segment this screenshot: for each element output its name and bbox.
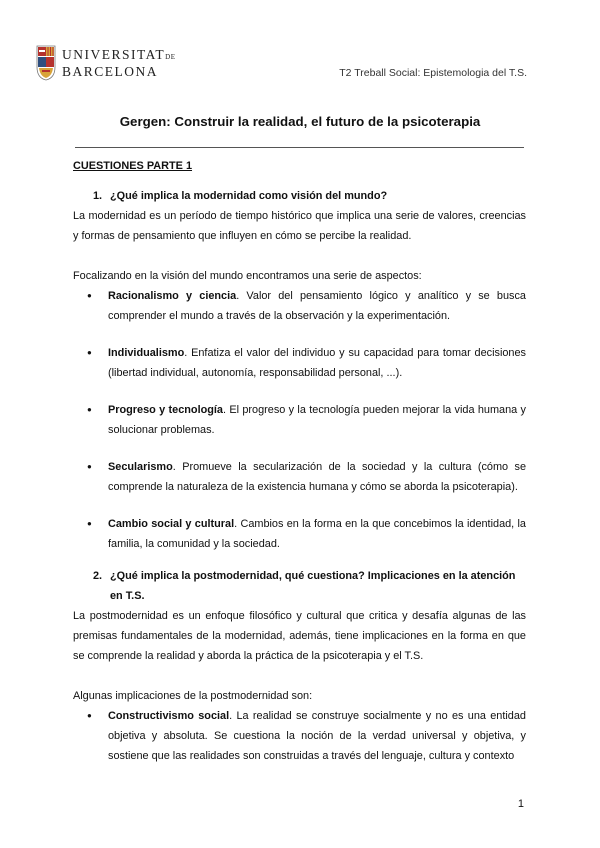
document-title: Gergen: Construir la realidad, el futuro de la psicoterapia bbox=[119, 114, 481, 129]
q1-lead-paragraph: Focalizando en la visión del mundo encontramos una serie de aspectos: bbox=[73, 270, 422, 282]
list-item: ● Individualismo. Enfatiza el valor del individuo y su capacidad para tomar decisiones (libertad individual, autonomía, responsabilidad personal, ...). bbox=[73, 343, 526, 383]
university-name-line2: BARCELONA bbox=[62, 63, 159, 79]
page-number: 1 bbox=[517, 798, 524, 810]
list-item: ● Cambio social y cultural. Cambios en la forma en la que concebimos la identidad, la familia, la comunidad y la sociedad. bbox=[73, 514, 526, 554]
question-1 bbox=[93, 186, 526, 206]
question-1-text: ¿Qué implica la modernidad como visión del mundo? bbox=[110, 190, 388, 202]
university-name-line1: UNIVERSITATDE bbox=[62, 47, 176, 62]
q2-intro-paragraph: La postmodernidad es un enfoque filosófico y cultural que critica y desafía algunas de las premisas fundamentales de la modernidad, además, tiene implicaciones en la forma en que se comprende la realidad y aborda la práctica de la psicoterapia y el T.S. bbox=[73, 610, 526, 662]
section-heading: CUESTIONES PARTE 1 bbox=[73, 160, 193, 172]
question-2-number: 2. bbox=[93, 570, 103, 582]
q2-lead-paragraph: Algunas implicaciones de la postmodernidad son: bbox=[73, 690, 313, 702]
course-header: T2 Treball Social: Epistemologia del T.S. bbox=[339, 67, 527, 79]
question-1-number: 1. bbox=[93, 190, 103, 202]
q2-implications-list bbox=[73, 706, 526, 766]
university-logo bbox=[36, 45, 176, 81]
question-2 bbox=[93, 566, 526, 606]
list-item: ● Progreso y tecnología. El progreso y la tecnología pueden mejorar la vida humana y solucionar problemas. bbox=[73, 400, 526, 440]
q1-aspects-list bbox=[73, 286, 526, 554]
q1-intro-paragraph: La modernidad es un período de tiempo histórico que implica una serie de valores, creencias y formas de pensamiento que influyen en cómo se percibe la realidad. bbox=[73, 210, 526, 242]
question-2-text: ¿Qué implica la postmodernidad, qué cuestiona? Implicaciones en la atención en T.S. bbox=[110, 570, 516, 602]
list-item: ● Racionalismo y ciencia. Valor del pensamiento lógico y analítico y se busca comprender el mundo a través de la observación y la experimentación. bbox=[73, 286, 526, 326]
list-item: ● Constructivismo social. La realidad se construye socialmente y no es una entidad objetiva y absoluta. Se cuestiona la noción de la verdad universal y objetiva, y sostiene que las realidades son construidas a través del lenguaje, cultura y contexto bbox=[73, 706, 526, 766]
list-item: ● Secularismo. Promueve la secularización de la sociedad y la cultura (cómo se comprende la naturaleza de la existencia humana y cómo se aborda la psicoterapia). bbox=[73, 457, 526, 497]
university-shield-icon bbox=[36, 45, 56, 81]
title-divider bbox=[75, 147, 524, 148]
document-body bbox=[73, 158, 526, 766]
